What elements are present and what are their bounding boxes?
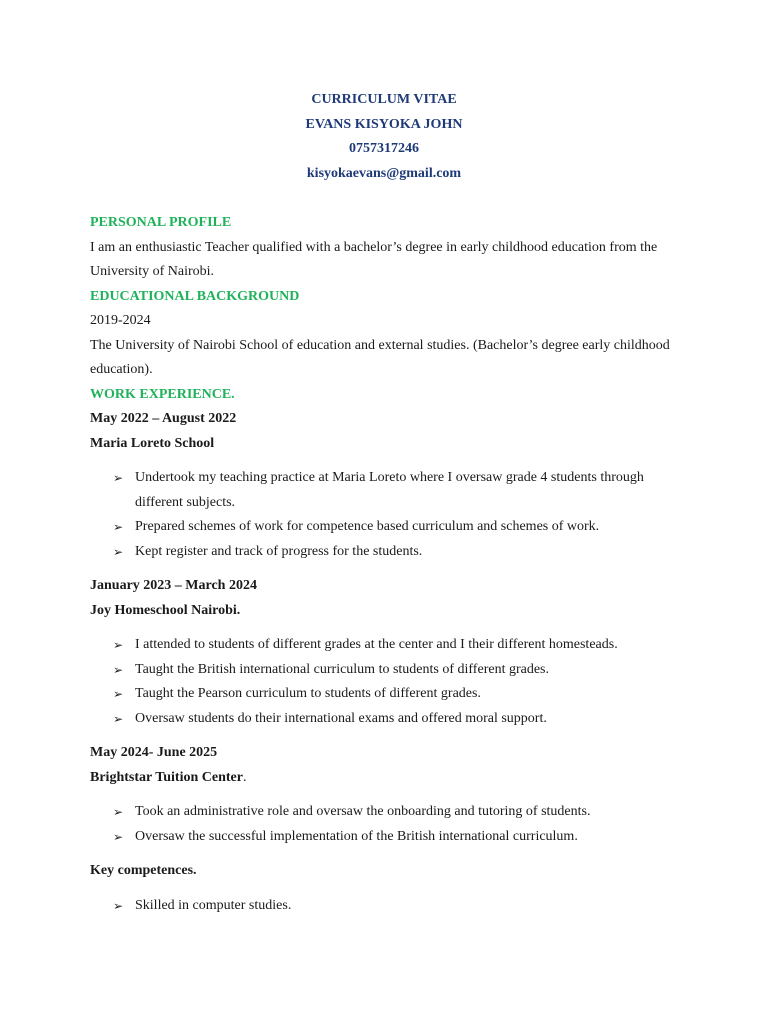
arrow-bullet-icon: ➢	[113, 544, 124, 559]
duties-list	[90, 466, 680, 564]
duty-text: Oversaw the successful implementation of the British international curriculum.	[135, 828, 578, 844]
job-entry	[90, 574, 680, 741]
personal-profile-heading: PERSONAL PROFILE	[90, 215, 232, 230]
duty-text: Taught the Pearson curriculum to students of different grades.	[135, 686, 481, 701]
duties-list	[90, 800, 680, 849]
education-heading: EDUCATIONAL BACKGROUND	[90, 288, 300, 304]
job-entry	[90, 407, 680, 574]
competences-list	[90, 894, 680, 919]
list-item	[113, 707, 680, 732]
job-period: January 2023 – March 2024	[90, 578, 257, 593]
arrow-bullet-icon: ➢	[113, 711, 124, 726]
arrow-bullet-icon: ➢	[113, 829, 124, 844]
list-item	[113, 633, 680, 658]
job-period: May 2024- June 2025	[90, 745, 218, 760]
list-item	[113, 540, 680, 565]
job-employer-line	[90, 432, 680, 457]
list-item	[113, 825, 680, 850]
arrow-bullet-icon: ➢	[113, 662, 124, 677]
education-years: 2019-2024	[90, 313, 151, 328]
job-employer: Joy Homeschool Nairobi.	[90, 602, 241, 618]
email-address: kisyokaevans@gmail.com	[306, 165, 462, 181]
job-period: May 2022 – August 2022	[90, 411, 237, 426]
arrow-bullet-icon: ➢	[113, 687, 124, 701]
job-employer: Maria Loreto School	[90, 435, 215, 451]
list-item	[113, 658, 680, 683]
arrow-bullet-icon: ➢	[113, 638, 124, 652]
job-employer-suffix: .	[242, 769, 247, 785]
arrow-bullet-icon: ➢	[113, 898, 124, 913]
phone-number: 0757317246	[349, 141, 419, 156]
duty-text: Taught the British international curriculum to students of different grades.	[135, 661, 549, 677]
work-experience-heading: WORK EXPERIENCE.	[90, 386, 235, 402]
arrow-bullet-icon: ➢	[113, 471, 124, 485]
personal-profile-text: I am an enthusiastic Teacher qualified with a bachelor’s degree in early childhood education from the University of Nairobi.	[90, 239, 658, 279]
list-item	[113, 515, 680, 540]
job-employer-line	[90, 599, 680, 624]
list-item	[113, 682, 680, 707]
duty-text: I attended to students of different grades at the center and I their different homesteads.	[135, 637, 618, 652]
list-item	[113, 894, 680, 919]
competence-text: Skilled in computer studies.	[135, 897, 292, 913]
duty-text: Undertook my teaching practice at Maria Loreto where I oversaw grade 4 students through different subjects.	[135, 470, 644, 510]
duty-text: Oversaw students do their international exams and offered moral support.	[135, 710, 547, 726]
cv-title: CURRICULUM VITAE	[311, 92, 457, 107]
duties-list	[90, 633, 680, 731]
duty-text: Took an administrative role and oversaw the onboarding and tutoring of students.	[135, 804, 591, 819]
arrow-bullet-icon: ➢	[113, 805, 124, 819]
list-item	[113, 800, 680, 825]
duty-text: Prepared schemes of work for competence based curriculum and schemes of work.	[135, 519, 600, 534]
education-text: The University of Nairobi School of education and external studies. (Bachelor’s degree early childhood education).	[90, 337, 670, 377]
arrow-bullet-icon: ➢	[113, 520, 124, 534]
job-entry	[90, 741, 680, 859]
list-item	[113, 466, 680, 515]
key-competences-heading: Key competences.	[90, 863, 197, 878]
cv-header	[0, 88, 768, 186]
candidate-name: EVANS KISYOKA JOHN	[305, 116, 463, 132]
job-employer-line	[90, 766, 680, 791]
job-employer: Brightstar Tuition Center	[90, 769, 243, 785]
duty-text: Kept register and track of progress for the students.	[135, 543, 423, 559]
cv-body	[90, 211, 680, 918]
